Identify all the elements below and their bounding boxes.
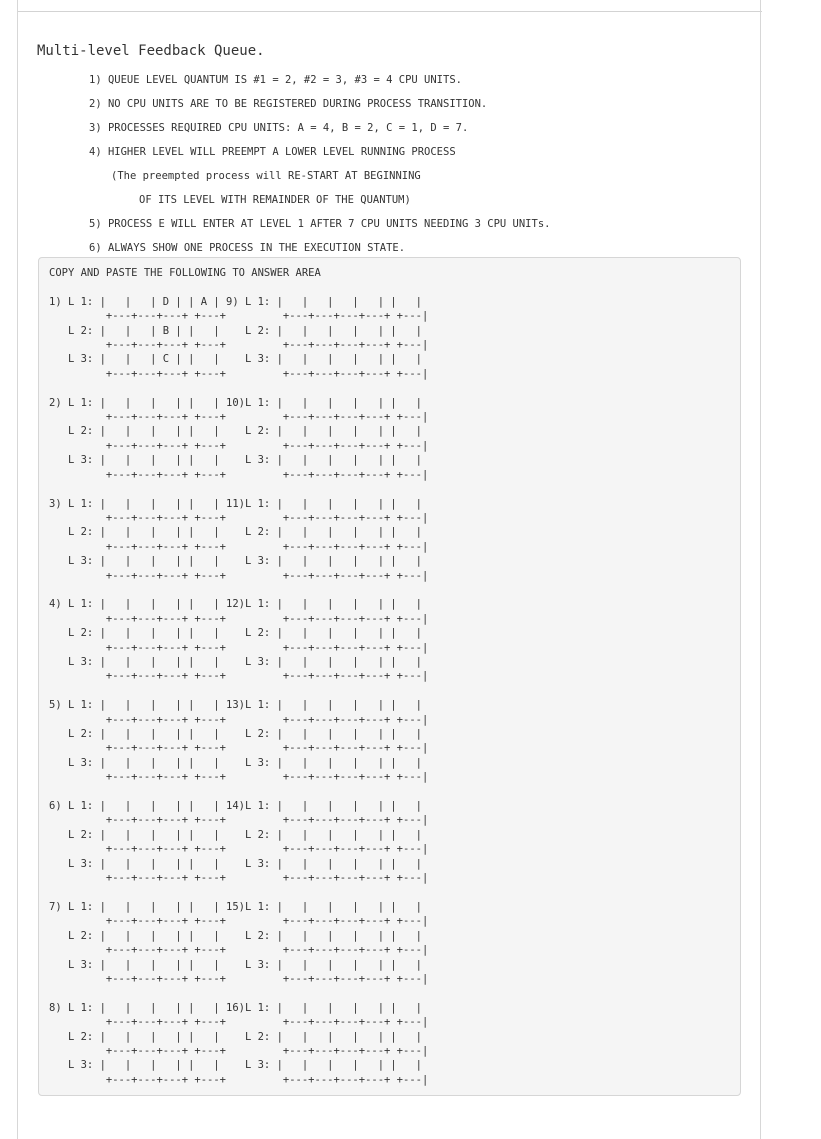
rule-1: 1) QUEUE LEVEL QUANTUM IS #1 = 2, #2 = 3, #3 = 4 CPU UNITS. [89, 74, 462, 86]
answer-content[interactable] [49, 266, 428, 1087]
rules-list [89, 68, 550, 260]
rule-4-note-line-2: OF ITS LEVEL WITH REMAINDER OF THE QUANTUM) [139, 194, 411, 206]
rule-5: 5) PROCESS E WILL ENTER AT LEVEL 1 AFTER 7 CPU UNITS NEEDING 3 CPU UNITs. [89, 218, 551, 230]
rule-4: 4) HIGHER LEVEL WILL PREEMPT A LOWER LEVEL RUNNING PROCESS [89, 146, 456, 158]
rule-4-note-line-1: (The preempted process will RE-START AT BEGINNING [111, 170, 421, 182]
answer-code-block[interactable] [38, 257, 741, 1096]
answer-heading: COPY AND PASTE THE FOLLOWING TO ANSWER AREA [49, 267, 321, 279]
answer-diagram: 1) L 1: | | | D | | A | 9) L 1: | | | | | | | +---+---+---+ +---+ +---+---+---+---+ +---| L 2: | | | B | | | L 2: | | | | | | | +---+---+---+ +---+ +---+---+---+---+ +---| L 3: | | | C | | | L 3: | | | | | | | +---+---+---+ +---+ +---+---+---+---+ +---| 2) L 1: | | | | | | 10)L 1: | | | | | | | +---+---+---+ +---+ +---+---+---+---+ +---| L 2: | | | | | | L 2: | | | | | | | +---+---+---+ +---+ +---+---+---+---+ +---| L 3: | | | | | | L 3: | | | | | | | +---+---+---+ +---+ +---+---+---+---+ +---| 3) L 1: | | | | | | 11)L 1: | | | | | | | +---+---+---+ +---+ +---+---+---+---+ +---| L 2: | | | | | | L 2: | | | | | | | +---+---+---+ +---+ +---+---+---+---+ +---| L 3: | | | | | | L 3: | | | | | | | +---+---+---+ +---+ +---+---+---+---+ +---| 4) L 1: | | | | | | 12)L 1: | | | | | | | +---+---+---+ +---+ +---+---+---+---+ +---| L 2: | | | | | | L 2: | | | | | | | +---+---+---+ +---+ +---+---+---+---+ +---| L 3: | | | | | | L 3: | | | | | | | +---+---+---+ +---+ +---+---+---+---+ +---| 5) L 1: | | | | | | 13)L 1: | | | | | | | +---+---+---+ +---+ +---+---+---+---+ +---| L 2: | | | | | | L 2: | | | | | | | +---+---+---+ +---+ +---+---+---+---+ +---| L 3: | | | | | | L 3: | | | | | | | +---+---+---+ +---+ +---+---+---+---+ +---| 6) L 1: | | | | | | 14)L 1: | | | | | | | +---+---+---+ +---+ +---+---+---+---+ +---| L 2: | | | | | | L 2: | | | | | | | +---+---+---+ +---+ +---+---+---+---+ +---| L 3: | | | | | | L 3: | | | | | | | +---+---+---+ +---+ +---+---+---+---+ +---| 7) L 1: | | | | | | 15)L 1: | | | | | | | +---+---+---+ +---+ +---+---+---+---+ +---| L 2: | | | | | | L 2: | | | | | | | +---+---+---+ +---+ +---+---+---+---+ +---| L 3: | | | | | | L 3: | | | | | | | +---+---+---+ +---+ +---+---+---+---+ +---| 8) L 1: | | | | | | 16)L 1: | | | | | | | +---+---+---+ +---+ +---+---+---+---+ +---| L 2: | | | | | | L 2: | | | | | | | +---+---+---+ +---+ +---+---+---+---+ +---| L 3: | | | | | | L 3: | | | | | | | +---+---+---+ +---+ +---+---+---+---+ +---| [49, 295, 429, 1086]
rule-2: 2) NO CPU UNITS ARE TO BE REGISTERED DURING PROCESS TRANSITION. [89, 98, 488, 110]
page-title: Multi-level Feedback Queue. [37, 43, 265, 59]
rule-3: 3) PROCESSES REQUIRED CPU UNITS: A = 4, B = 2, C = 1, D = 7. [89, 122, 469, 134]
rule-6: 6) ALWAYS SHOW ONE PROCESS IN THE EXECUTION STATE. [89, 242, 406, 254]
